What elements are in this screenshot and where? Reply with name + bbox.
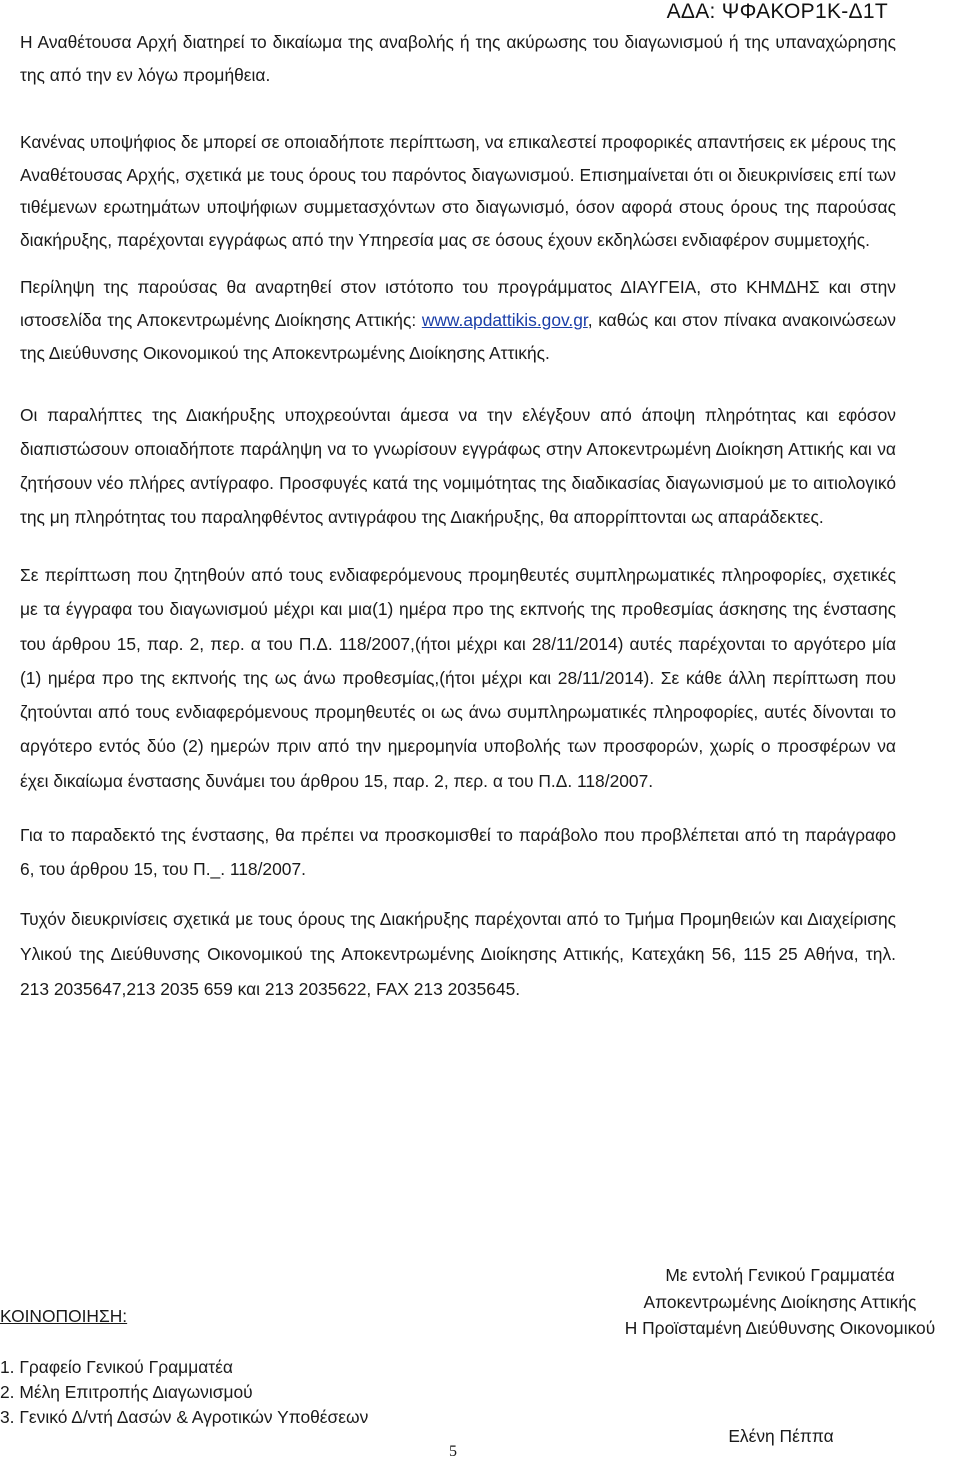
list-item: 1. Γραφείο Γενικού Γραμματέα <box>0 1357 233 1377</box>
publication-text-after: , καθώς και στον πίνακα ανακοινώσεων της Διεύθυνσης Οικονομικού της Αποκεντρωμένης Διοίκησης Αττικής. <box>20 310 896 363</box>
paragraph-publication <box>20 271 896 370</box>
paragraph-objection-fee: Για το παραδεκτό της ένστασης, θα πρέπει να προσκομισθεί το παράβολο που προβλέπεται από τη παράγραφο 6, του άρθρου 15, του Π._. 118/2007. <box>20 825 896 880</box>
signatory-name: Ελένη Πέππα <box>728 1426 834 1446</box>
publication-text-before: Περίληψη της παρούσας θα αναρτηθεί στον ιστότοπο του προγράμματος ΔΙΑΥΓΕΙΑ, στο ΚΗΜΔΗΣ και στην ιστοσελίδα της Αποκεντρωμένης Διοίκησης Αττικής: <box>20 277 896 330</box>
signature-line-2: Αποκεντρωμένης Διοίκησης Αττικής <box>643 1291 917 1312</box>
signature-line-1: Με εντολή Γενικού Γραμματέα <box>665 1265 895 1285</box>
paragraph-oral-answers: Κανένας υποψήφιος δε μπορεί σε οποιαδήποτε περίπτωση, να επικαλεστεί προφορικές απαντήσεις εκ μέρους της Αναθέτουσας Αρχής, σχετικά με τους όρους του παρόντος διαγωνισμού. Επισημαίνεται ότι οι διευκρινίσεις επί των τιθέμενων ερωτημάτων υποψήφιων συμμετασχόντων στο διαγωνισμό, όσον αφορά στους όρους της παρούσας διακήρυξης, παρέχονται εγγράφως από την Υπηρεσία μας σε όσους έχουν εκδηλώσει ενδιαφέρον συμμετοχής. <box>20 132 896 250</box>
paragraph-contact: Τυχόν διευκρινίσεις σχετικά με τους όρους της Διακήρυξης παρέχονται από το Τμήμα Προμηθειών και Διαχείρισης Υλικού της Διεύθυνσης Οικονομικού της Αποκεντρωμένης Διοίκησης Αττικής, Κατεχάκη 56, 115 25 Αθήνα, τηλ. 213 2035647,213 2035 659 και 213 2035622, FAX 213 2035645. <box>20 908 896 999</box>
signature-line-3: Η Προϊσταμένη Διεύθυνσης Οικονομικού <box>624 1318 936 1338</box>
paragraph-postponement: Η Αναθέτουσα Αρχή διατηρεί το δικαίωμα της αναβολής ή της ακύρωσης του διαγωνισμού ή της υπαναχώρησης της από την εν λόγω προμήθεια. <box>20 32 896 85</box>
paragraph-recipients: Οι παραλήπτες της Διακήρυξης υποχρεούνται άμεσα να την ελέγξουν από άποψη πληρότητας και εφόσον διαπιστώσουν οποιαδήποτε παράληψη να το γνωρίσουν εγγράφως στην Αποκεντρωμένη Διοίκηση Αττικής και να ζητήσουν νέο πλήρες αντίγραφο. Προσφυγές κατά της νομιμότητας της διαδικασίας διαγωνισμού με το αιτιολογικό της μη πληρότητας του παραληφθέντος αντιγράφου της Διακήρυξης, θα απορρίπτονται ως απαράδεκτες. <box>20 405 896 527</box>
list-item: 3. Γενικό Δ/ντή Δασών & Αγροτικών Υποθέσεων <box>0 1407 369 1427</box>
paragraph-supplementary-info: Σε περίπτωση που ζητηθούν από τους ενδιαφερόμενους προμηθευτές συμπληρωματικές πληροφορίες, σχετικές με τα έγγραφα του διαγωνισμού μέχρι και μια(1) ημέρα προ της εκπνοής της προθεσμίας άσκησης της ένστασης του άρθρου 15, παρ. 2, περ. α του Π.Δ. 118/2007,(ήτοι μέχρι και 28/11/2014) αυτές παρέχονται το αργότερο μία (1) ημέρα προ της εκπνοής της ως άνω προθεσμίας,(ήτοι μέχρι και 28/11/2014). Σε κάθε άλλη περίπτωση που ζητούνται από τους ενδιαφερόμενους προμηθευτές οι ως άνω συμπληρωματικές πληροφορίες, αυτές δίνονται το αργότερο εντός δύο (2) ημερών πριν από την ημερομηνία υποβολής των προσφορών, χωρίς ο προσφέρων να έχει δικαίωμα ένστασης δυνάμει του άρθρου 15, παρ. 2, περ. α του Π.Δ. 118/2007. <box>20 565 896 791</box>
ada-code: ΑΔΑ: ΨΦΑΚΟΡ1Κ-Δ1Τ <box>666 0 888 23</box>
signature-block <box>600 1262 960 1342</box>
notification-title: ΚΟΙΝΟΠΟΙΗΣΗ: <box>0 1306 128 1326</box>
list-item: 2. Μέλη Επιτροπής Διαγωνισμού <box>0 1382 253 1402</box>
page-number: 5 <box>449 1443 457 1460</box>
website-link[interactable]: www.apdattikis.gov.gr <box>421 310 588 330</box>
notification-list <box>0 1355 368 1430</box>
document-body <box>20 26 896 1007</box>
